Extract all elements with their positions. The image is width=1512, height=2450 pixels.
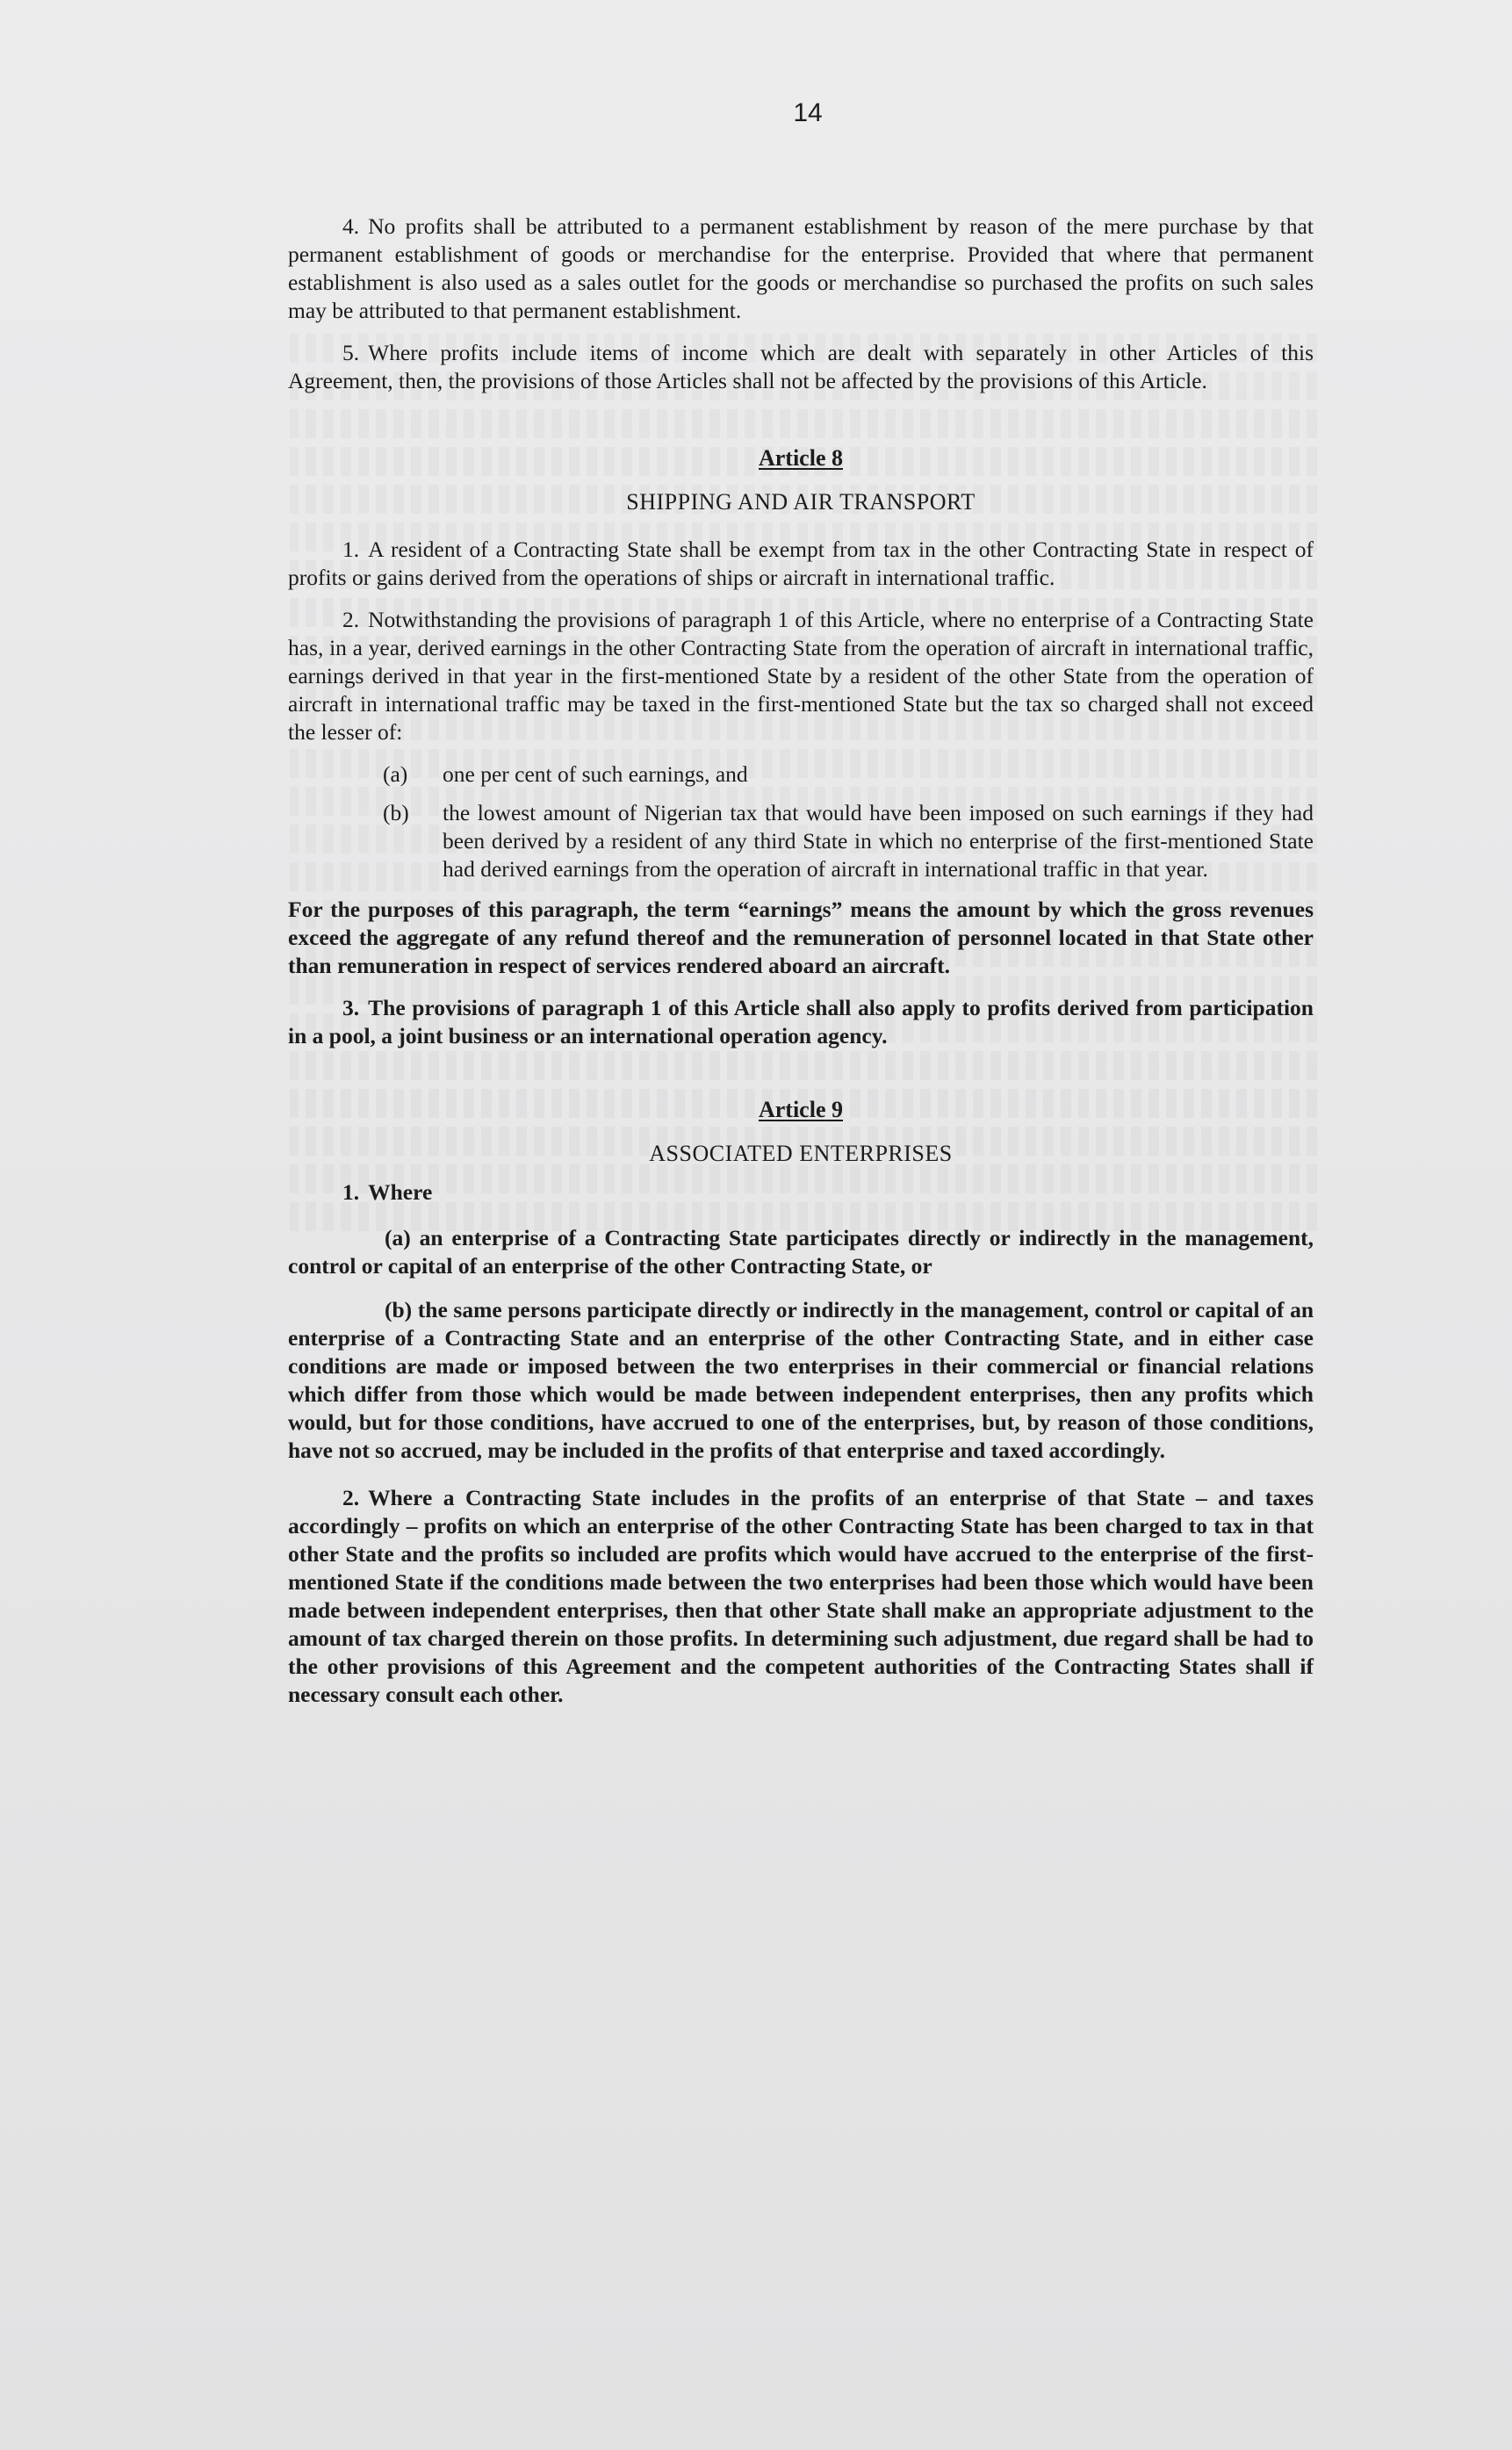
article9-title: Article 9 xyxy=(758,1097,843,1122)
article8-paragraph-3 xyxy=(288,994,1314,1050)
article8-paragraph-2-definition: For the purposes of this paragraph, the term “earnings” means the amount by which the gross revenues exceed the aggregate of any refund thereof and the remuneration of personnel located in that State other than remuneration in respect of services rendered aboard an aircraft. xyxy=(288,897,1314,978)
paragraph-text: A resident of a Contracting State shall be exempt from tax in the other Contracting State in respect of profits or gains derived from the operations of ships or aircraft in international traffic. xyxy=(288,537,1314,590)
paragraph-number: 1. xyxy=(342,1179,360,1205)
article8-title: Article 8 xyxy=(758,445,843,471)
paragraph-text: No profits shall be attributed to a permanent establishment by reason of the mere purchase by that permanent establishment of goods or merchandise for the enterprise. Provided that where that permanent establishment is also used as a sales outlet for the goods or merchandise so purchased the profits on such sales may be attributed to that permanent establishment. xyxy=(288,213,1314,323)
paragraph-text: Where profits include items of income which are dealt with separately in other Articles of this Agreement, then, the provisions of those Articles shall not be affected by the provisions of this Article. xyxy=(288,340,1314,393)
subparagraph-label: (b) xyxy=(385,1297,413,1322)
paragraph-text: Where xyxy=(368,1179,433,1205)
article9-subparagraph-b xyxy=(288,1296,1314,1465)
article8-subparagraph-b xyxy=(288,799,1314,883)
paragraph-number: 2. xyxy=(342,1485,360,1510)
paragraph-number: 2. xyxy=(342,607,360,632)
article8-paragraph-1 xyxy=(288,536,1314,592)
subparagraph-label: (b) xyxy=(383,800,409,825)
article8-subtitle: SHIPPING AND AIR TRANSPORT xyxy=(626,489,976,515)
article8-paragraph-2 xyxy=(288,606,1314,746)
paragraph-text: The provisions of paragraph 1 of this Article shall also apply to profits derived from participation in a pool, a joint business or an international operation agency. xyxy=(288,995,1314,1048)
subparagraph-text: one per cent of such earnings, and xyxy=(443,761,748,787)
paragraph-number: 3. xyxy=(342,995,360,1020)
document-body xyxy=(288,213,1314,1723)
paragraph-number: 5. xyxy=(342,340,360,365)
paragraph-text: Notwithstanding the provisions of paragraph 1 of this Article, where no enterprise of a Contracting State has, in a year, derived earnings in the other Contracting State from the operation of aircraft in international traffic, earnings derived in that year in the first-mentioned State by a resident of the other State from the operation of aircraft in international traffic may be taxed in the first-mentioned State but the tax so charged shall not exceed the lesser of: xyxy=(288,607,1314,745)
article9-subtitle: ASSOCIATED ENTERPRISES xyxy=(649,1141,953,1166)
article9-paragraph-2 xyxy=(288,1484,1314,1709)
article7-paragraph-5 xyxy=(288,339,1314,395)
paragraph-number: 1. xyxy=(342,537,360,562)
page-number: 14 xyxy=(793,98,823,127)
article9-subparagraph-a xyxy=(288,1224,1314,1280)
article8-subparagraph-a xyxy=(288,760,1314,789)
paragraph-number: 4. xyxy=(342,213,360,239)
subparagraph-text: an enterprise of a Contracting State participates directly or indirectly in the management, control or capital of an enterprise of the other Contracting State, or xyxy=(288,1225,1314,1279)
subparagraph-label: (a) xyxy=(383,761,408,787)
subparagraph-label: (a) xyxy=(385,1225,411,1250)
subparagraph-text: the lowest amount of Nigerian tax that would have been imposed on such earnings if they had been derived by a resident of any third State in which no enterprise of the first-mentioned State had derived earnings from the operation of aircraft in international traffic in that year. xyxy=(443,800,1314,882)
article7-paragraph-4 xyxy=(288,213,1314,325)
article9-paragraph-1 xyxy=(288,1178,1314,1207)
subparagraph-text: the same persons participate directly or indirectly in the management, control or capital of an enterprise of a Contracting State and an enterprise of the other Contracting State, and in either case conditions are made or imposed between the two enterprises in their commercial or financial relations which differ from those which would be made between independent enterprises, then any profits which would, but for those conditions, have accrued to one of the enterprises, but, by reason of those conditions, have not so accrued, may be included in the profits of that enterprise and taxed accordingly. xyxy=(288,1297,1314,1463)
paragraph-text: Where a Contracting State includes in the profits of an enterprise of that State – and taxes accordingly – profits on which an enterprise of the other Contracting State has been charged to tax in that other State and the profits so included are profits which would have accrued to the enterprise of the first-mentioned State if the conditions made between the two enterprises had been those which would have been made between independent enterprises, then that other State shall make an appropriate adjustment to the amount of tax charged therein on those profits. In determining such adjustment, due regard shall be had to the other provisions of this Agreement and the competent authorities of the Contracting States shall if necessary consult each other. xyxy=(288,1485,1314,1707)
